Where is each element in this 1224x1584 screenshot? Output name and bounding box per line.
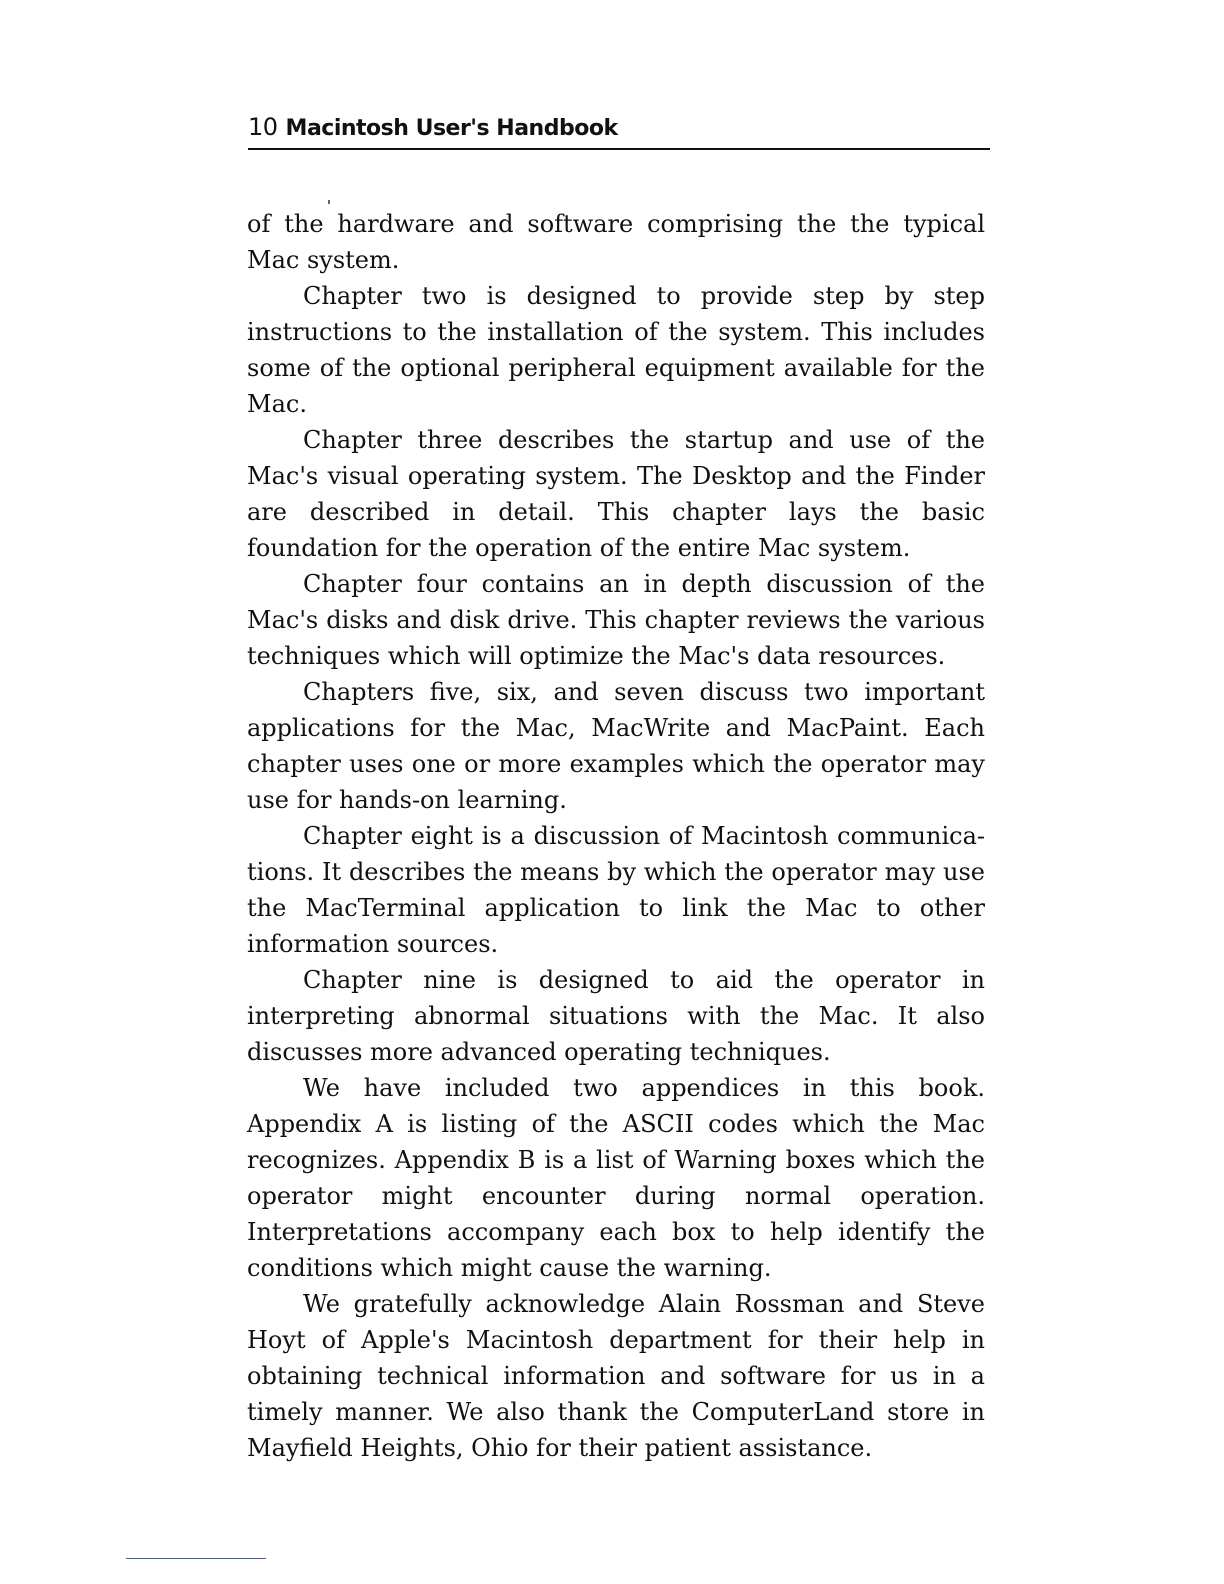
paragraph-acknowledgements: We gratefully acknowledge Alain Rossman and Steve Hoyt of Apple's Macintosh department for their help in obtaining technical information and software for us in a timely manner. We also thank the ComputerLand store in Mayfield Heights, Ohio for their patient assistance. [247, 1290, 985, 1462]
paragraph-chapter-two: Chapter two is designed to provide step by step instructions to the installation of the system. This includes some of the optional peripheral equipment available for the Mac. [247, 282, 985, 418]
paragraph-chapters-five-six-seven: Chapters five, six, and seven discuss two important applications for the Mac, MacWrite and MacPaint. Each chapter uses one or more examples which the operator may use for hands-on learning. [247, 678, 985, 814]
paragraph-chapter-nine: Chapter nine is designed to aid the operator in interpreting abnormal situations with the Mac. It also discusses more advanced operating techniques. [247, 966, 985, 1066]
book-title: Macintosh User's Handbook [285, 116, 618, 141]
paragraph-chapter-four: Chapter four contains an in depth discussion of the Mac's disks and disk drive. This chapter reviews the various techniques which will optimize the Mac's data resources. [247, 570, 985, 670]
running-head [248, 112, 990, 150]
scan-edge-line [126, 1558, 266, 1559]
scan-speck [328, 200, 330, 204]
paragraph-chapter-eight: Chapter eight is a discussion of Macintosh communications. It describes the means by which the operator may use the MacTerminal application to link the Mac to other information sources. [247, 822, 985, 958]
body-text [247, 206, 985, 1466]
page-number: 10 [248, 113, 278, 141]
paragraph-continued: of the hardware and software comprising the the typical Mac system. [247, 210, 985, 274]
paragraph-appendices: We have included two appendices in this book. Appendix A is listing of the ASCII codes which the Mac recognizes. Appendix B is a list of Warning boxes which the operator might encounter during normal operation. Interpretations accompany each box to help identify the conditions which might cause the warning. [247, 1074, 985, 1282]
paragraph-chapter-three: Chapter three describes the startup and use of the Mac's visual operating system. The Desktop and the Finder are described in detail. This chapter lays the basic foundation for the operation of the entire Mac system. [247, 426, 985, 562]
